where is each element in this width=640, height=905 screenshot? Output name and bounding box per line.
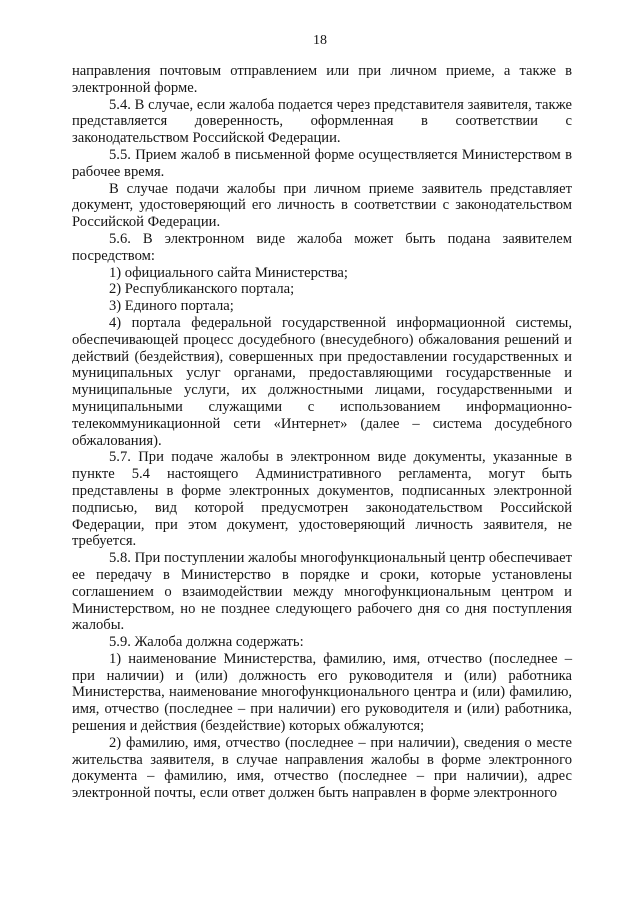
list-item-ministry-name: 1) наименование Министерства, фамилию, имя, отчество (последнее – при наличии) и (или) должность его руководителя и (или) работника Министерства, наименование многофункционального центра и (или) фамилию, имя, отчество (последнее – при наличии) его руководителя и (или) работника, решения и действия (бездействие) которых обжалуются; xyxy=(72,650,572,735)
paragraph-5-8-mfc-transfer: 5.8. При поступлении жалобы многофункциональный центр обеспечивает ее передачу в Министерство в порядке и сроки, которые установлены соглашением о взаимодействии между многофункциональным центром и Министерством, но не позднее следующего рабочего дня со дня поступления жалобы. xyxy=(72,550,572,634)
list-item-applicant-details: 2) фамилию, имя, отчество (последнее – при наличии), сведения о месте жительства заявителя, в случае направления жалобы в форме электронного документа – фамилию, имя, отчество (последнее – при наличии), адрес электронной почты, если ответ должен быть направлен в форме электронного xyxy=(72,734,572,802)
list-item-federal-portal: 4) портала федеральной государственной информационной системы, обеспечивающей процесс досудебного (внесудебного) обжалования решений и действий (бездействия), совершенных при предоставлении государственных и муниципальных услуг органами, предоставляющими государственные и муниципальные услуги, их должностными лицами, государственными и муниципальными служащими с использованием информационно-телекоммуникационной сети «Интернет» (далее – система досудебного обжалования). xyxy=(72,314,572,449)
paragraph-5-7-electronic-documents: 5.7. При подаче жалобы в электронном виде документы, указанные в пункте 5.4 настоящего Административного регламента, могут быть представлены в форме электронных документов, подписанных электронной подписью, вид которой предусмотрен законодательством Российской Федерации, при этом документ, удостоверяющий личность заявителя, не требуется. xyxy=(72,449,572,550)
list-item-republican-portal: 2) Республиканского портала; xyxy=(109,281,295,298)
list-item-unified-portal: 3) Единого портала; xyxy=(109,298,234,315)
paragraph-5-5-written-complaints: 5.5. Прием жалоб в письменной форме осуществляется Министерством в рабочее время. xyxy=(72,146,572,180)
page-number: 18 xyxy=(313,33,327,48)
list-item-official-site: 1) официального сайта Министерства; xyxy=(109,264,348,281)
paragraph-personal-submission: В случае подачи жалобы при личном приеме заявитель представляет документ, удостоверяющий его личность в соответствии с законодательством Российской Федерации. xyxy=(72,180,572,231)
paragraph-5-4-representative: 5.4. В случае, если жалоба подается через представителя заявителя, также представляется доверенность, оформленная в соответствии с законодательством Российской Федерации. xyxy=(72,96,572,147)
paragraph-5-6-electronic-submission: 5.6. В электронном виде жалоба может быть подана заявителем посредством: xyxy=(72,230,572,264)
paragraph-delivery-methods: направления почтовым отправлением или при личном приеме, а также в электронной форме. xyxy=(72,63,572,96)
document-body xyxy=(72,63,572,802)
paragraph-5-9-complaint-content: 5.9. Жалоба должна содержать: xyxy=(109,634,304,651)
